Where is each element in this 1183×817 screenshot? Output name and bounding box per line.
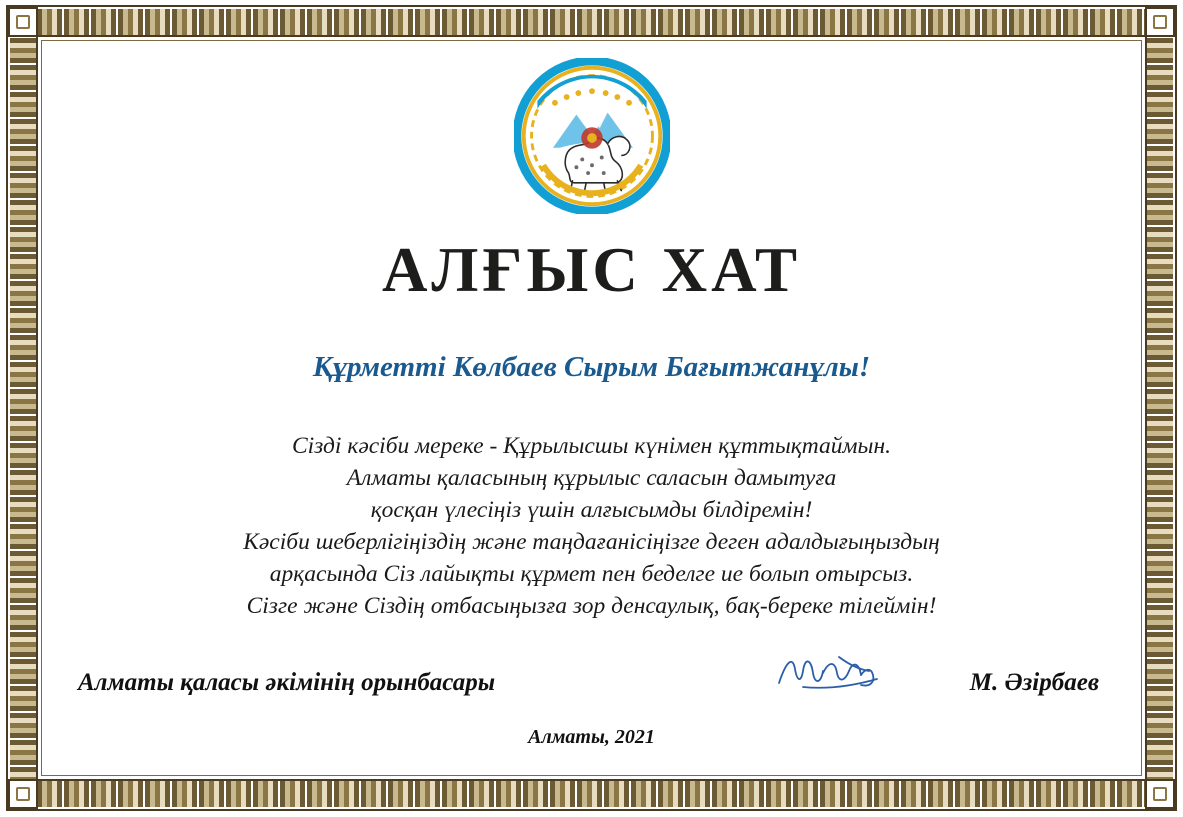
page-title: АЛҒЫС ХАТ (381, 235, 802, 305)
handwritten-signature-icon (773, 649, 893, 695)
body-line-2: Алматы қаласының құрылыс саласын дамытуға (346, 465, 837, 491)
body-line-1: Сізді кәсіби мереке - Құрылысшы күнімен құттықтаймын. (291, 433, 892, 459)
body-line-5: арқасында Сіз лайықты құрмет пен беделге ие болып отырсыз. (269, 561, 914, 587)
emblem-icon (514, 58, 670, 214)
corner-ornament-top-right (1145, 7, 1175, 37)
body-text (50, 430, 1133, 622)
signer-position-title: Алматы қаласы әкімінің орынбасары (78, 669, 496, 696)
signer-name: М. Әзірбаев (969, 669, 1099, 696)
certificate-content (50, 48, 1133, 767)
signature-row (70, 669, 1113, 697)
place-and-date: Алматы, 2021 (528, 726, 655, 748)
body-line-3: қосқан үлесіңіз үшін алғысымды білдіремін! (370, 497, 813, 523)
corner-ornament-bottom-right (1145, 779, 1175, 809)
corner-ornament-bottom-left (8, 779, 38, 809)
greeting-line: Құрметті Көлбаев Сырым Бағытжанұлы! (312, 351, 871, 383)
body-line-4: Кәсіби шеберлігіңіздің және таңдағанісіңізге деген адалдығыңыздың (243, 529, 940, 555)
body-line-6: Сізге және Сіздің отбасыңызға зор денсаулық, бақ-береке тілеймін! (246, 593, 937, 619)
corner-ornament-top-left (8, 7, 38, 37)
